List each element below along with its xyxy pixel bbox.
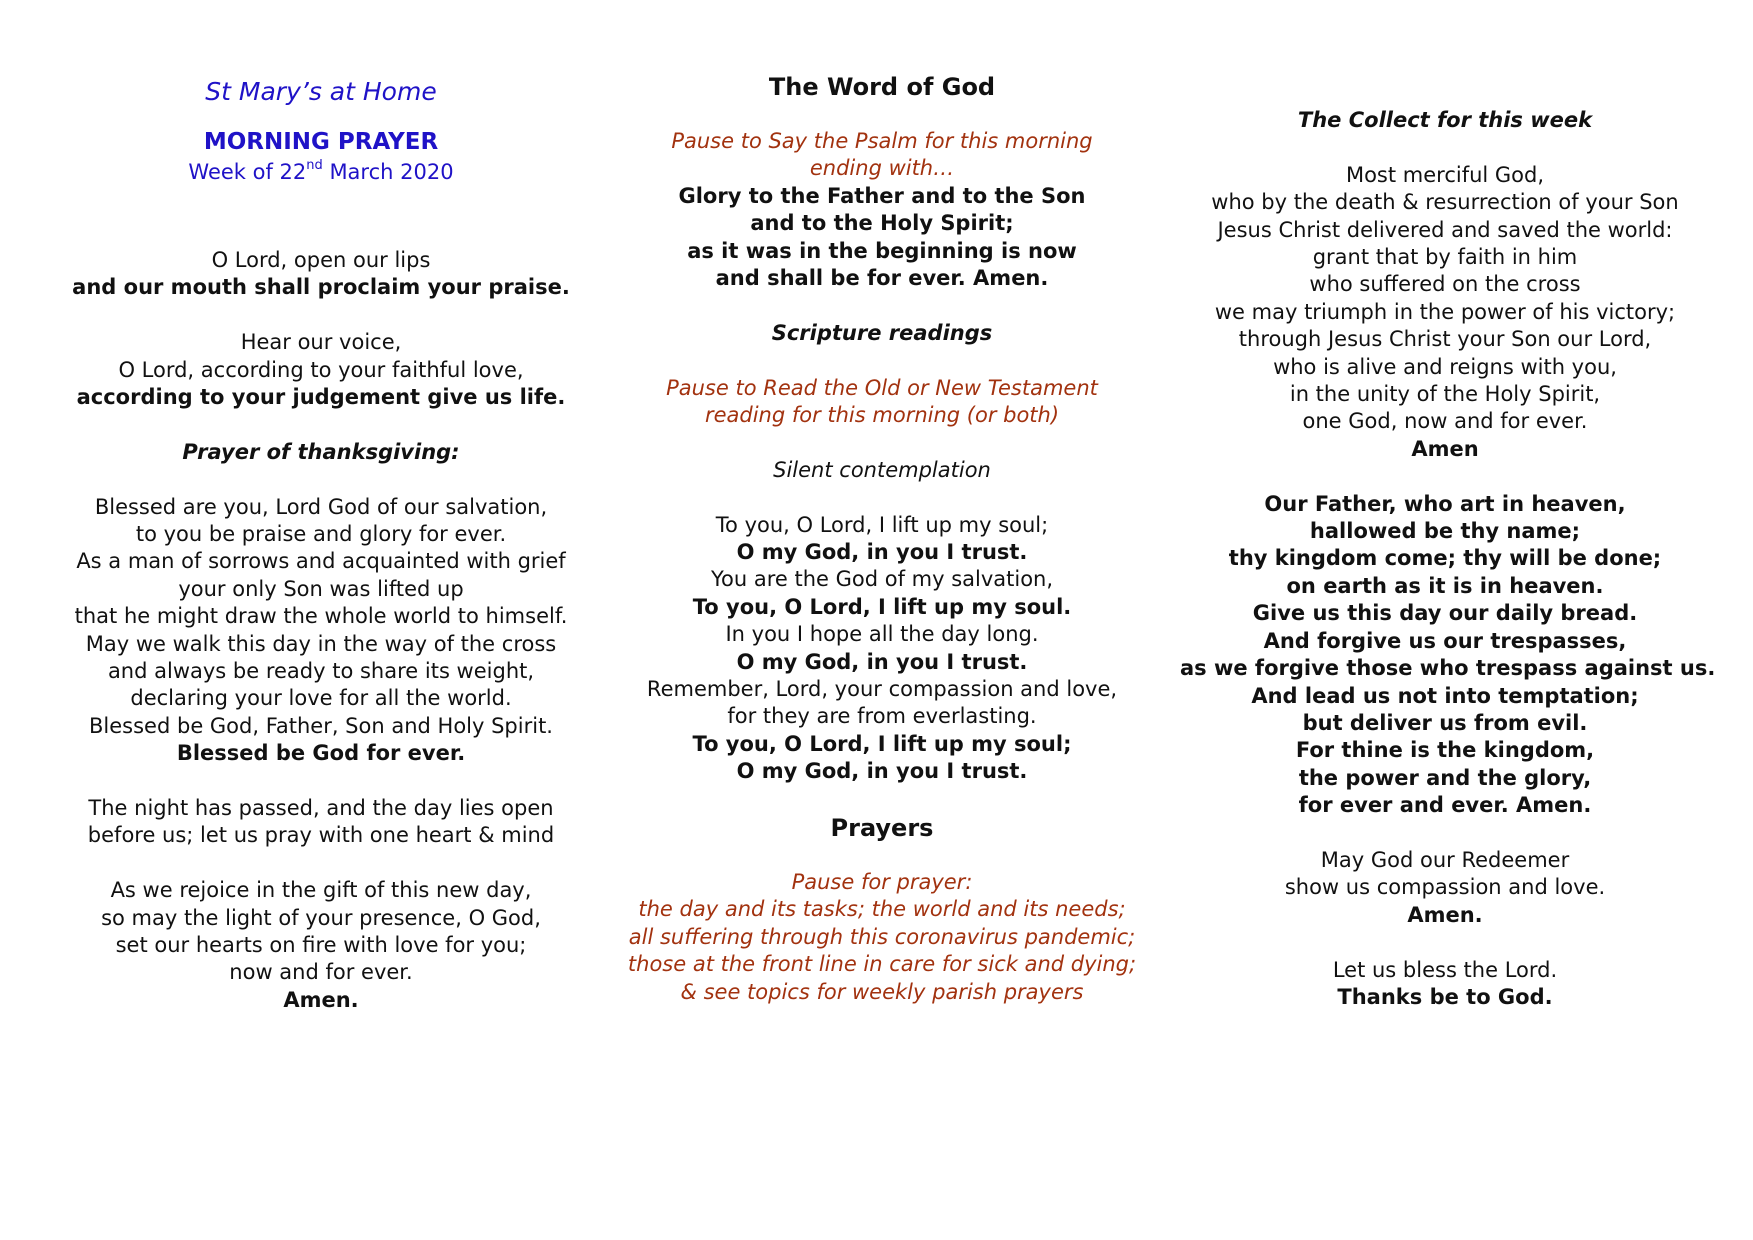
text-line: now and for ever.: [229, 960, 413, 985]
response-line: Amen.: [1407, 902, 1483, 927]
response-line: Thanks be to God.: [1337, 984, 1553, 1009]
text-line: And forgive us our trespasses,: [1263, 628, 1627, 653]
text-line: Our Father, who art in heaven,: [1264, 491, 1626, 516]
text-line: through Jesus Christ your Son our Lord,: [1238, 327, 1652, 352]
reading-rubric: [617, 375, 1147, 430]
response-line: O my God, in you I trust.: [736, 759, 1028, 784]
silent-contemplation: Silent contemplation: [773, 457, 991, 482]
text-line: but deliver us from evil.: [1302, 710, 1588, 735]
text-line: to you be praise and glory for ever.: [135, 522, 507, 547]
rejoice-prayer: [56, 877, 586, 1014]
thanksgiving-heading: Prayer of thanksgiving:: [182, 439, 460, 464]
opening-sentence: [56, 247, 586, 302]
text-line: so may the light of your presence, O God,: [101, 905, 541, 930]
text-line: show us compassion and love.: [1284, 875, 1606, 900]
text-line: Jesus Christ delivered and saved the world:: [1217, 217, 1673, 242]
text-line: To you, O Lord, I lift up my soul;: [715, 512, 1049, 537]
response-line: Amen: [1411, 436, 1479, 461]
text-line: who by the death & resurrection of your Son: [1211, 190, 1679, 215]
week-rest: March 2020: [322, 160, 454, 184]
text-line: May we walk this day in the way of the cross: [85, 631, 557, 656]
night-passed: [56, 795, 586, 850]
text-line: For thine is the kingdom,: [1295, 738, 1595, 763]
text-line: grant that by faith in him: [1312, 245, 1578, 270]
collect-prayer: [1180, 162, 1710, 463]
rubric-line: the day and its tasks; the world and its needs;: [638, 897, 1126, 922]
scripture-heading: Scripture readings: [771, 320, 993, 345]
rubric-line: those at the front line in care for sick and dying;: [627, 952, 1137, 977]
text-line: O Lord, open our lips: [211, 248, 431, 272]
text-line: May God our Redeemer: [1320, 847, 1570, 872]
text-line: hallowed be thy name;: [1309, 519, 1581, 544]
response-line: Blessed be God for ever.: [176, 741, 466, 766]
column-left: [56, 76, 586, 1014]
response-line: To you, O Lord, I lift up my soul.: [692, 594, 1072, 619]
text-line: O Lord, according to your faithful love,: [118, 357, 524, 382]
rubric-line: Pause to Read the Old or New Testament: [666, 375, 1098, 400]
text-line: the power and the glory,: [1298, 765, 1592, 790]
text-line: in the unity of the Holy Spirit,: [1289, 382, 1601, 407]
responsory: [617, 512, 1147, 786]
text-line: As we rejoice in the gift of this new day,: [110, 878, 532, 903]
gloria-line: and shall be for ever. Amen.: [715, 266, 1049, 291]
text-line: who suffered on the cross: [1309, 272, 1581, 297]
text-line: before us; let us pray with one heart & mind: [87, 823, 555, 848]
text-line: set our hearts on fire with love for you;: [115, 933, 527, 958]
prayers-heading: Prayers: [830, 814, 934, 843]
word-of-god-heading: The Word of God: [768, 73, 996, 101]
text-line: You are the God of my salvation,: [710, 567, 1054, 592]
week-ordinal: nd: [306, 158, 323, 173]
collect-heading: The Collect for this week: [1297, 108, 1593, 132]
response-line: and our mouth shall proclaim your praise.: [72, 275, 570, 300]
thanksgiving-prayer: [56, 494, 586, 768]
column-middle: [617, 72, 1147, 1006]
text-line: In you I hope all the day long.: [725, 622, 1039, 647]
text-line: Let us bless the Lord.: [1332, 957, 1558, 982]
lords-prayer: [1180, 491, 1716, 820]
text-line: Most merciful God,: [1345, 162, 1545, 187]
response-line: according to your judgement give us life.: [76, 385, 566, 410]
service-title: MORNING PRAYER: [203, 129, 439, 155]
response-line: Amen.: [283, 987, 359, 1012]
rubric-line: reading for this morning (or both): [704, 403, 1060, 428]
text-line: your only Son was lifted up: [178, 576, 464, 601]
week-prefix: Week of 22: [188, 160, 307, 184]
text-line: Blessed be God, Father, Son and Holy Spirit.: [89, 713, 553, 738]
prayer-rubric: [617, 869, 1147, 1006]
response-line: O my God, in you I trust.: [736, 649, 1028, 674]
gloria-line: Glory to the Father and to the Son: [678, 183, 1086, 208]
dismissal: [1180, 957, 1710, 1012]
text-line: one God, now and for ever.: [1302, 409, 1588, 434]
text-line: Hear our voice,: [240, 330, 402, 355]
site-title: St Mary’s at Home: [205, 77, 437, 106]
text-line: Blessed are you, Lord God of our salvation,: [94, 494, 548, 519]
text-line: for they are from everlasting.: [727, 704, 1037, 729]
text-line: And lead us not into temptation;: [1251, 683, 1639, 708]
text-line: As a man of sorrows and acquainted with grief: [76, 549, 566, 574]
text-line: for ever and ever. Amen.: [1298, 793, 1592, 818]
text-line: thy kingdom come; thy will be done;: [1228, 546, 1662, 571]
text-line: who is alive and reigns with you,: [1273, 354, 1617, 379]
text-line: on earth as it is in heaven.: [1286, 573, 1604, 598]
response-line: To you, O Lord, I lift up my soul;: [692, 731, 1072, 756]
rubric-line: all suffering through this coronavirus pandemic;: [628, 924, 1136, 949]
rubric-line: & see topics for weekly parish prayers: [680, 979, 1084, 1004]
hear-our-voice: [56, 329, 586, 411]
rubric-line: Pause for prayer:: [791, 870, 973, 895]
gloria-line: as it was in the beginning is now: [687, 238, 1077, 263]
rubric-line: ending with…: [809, 156, 955, 181]
text-line: The night has passed, and the day lies open: [88, 796, 554, 821]
text-line: as we forgive those who trespass against us.: [1180, 656, 1716, 681]
text-line: Give us this day our daily bread.: [1252, 601, 1638, 626]
blessing: [1180, 847, 1710, 929]
text-line: declaring your love for all the world.: [130, 686, 512, 711]
text-line: we may triumph in the power of his victory;: [1214, 299, 1676, 324]
text-line: Remember, Lord, your compassion and love,: [646, 677, 1118, 702]
response-line: O my God, in you I trust.: [736, 540, 1028, 565]
week-date: [56, 157, 586, 187]
text-line: and always be ready to share its weight,: [107, 659, 535, 684]
gloria-line: and to the Holy Spirit;: [750, 211, 1014, 236]
rubric-line: Pause to Say the Psalm for this morning: [671, 129, 1093, 153]
text-line: that he might draw the whole world to himself.: [74, 604, 568, 629]
column-right: [1180, 107, 1716, 1011]
psalm-section: [617, 128, 1147, 292]
